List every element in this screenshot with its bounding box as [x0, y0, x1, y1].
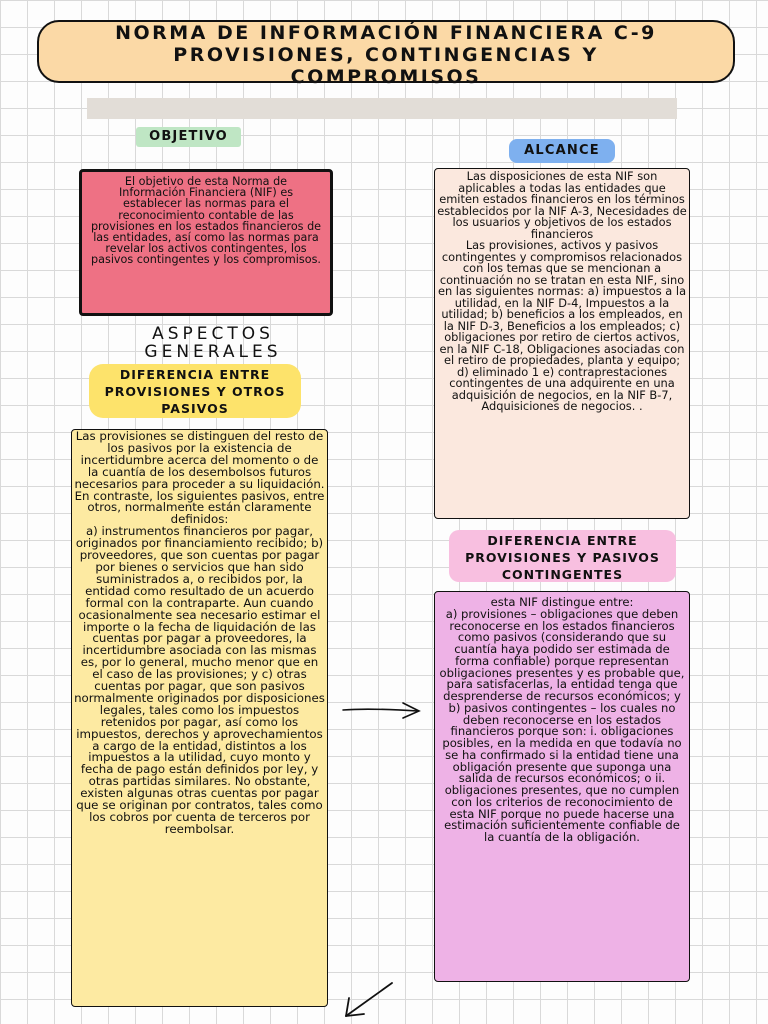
diferencia-otros-pasivos-box: Las provisiones se distinguen del resto de los pasivos por la existencia de incertidumbre acerca del momento o de la cuantía de los desembolsos futuros necesarios para proceder a su liquidación. En contraste, los siguientes pasivos, entre otros, normalmente están claramente definidos: a) instrumentos financieros por pagar, originados por financiamiento recibido; b) proveedores, que son cuentas por pagar por bienes o servicios que han sido suministrados a, o recibidos por, la entidad como resultado de un acuerdo formal con la contraparte. Aun cuando ocasionalmente sea necesario estimar el importe o la fecha de liquidación de las cuentas por pagar a proveedores, la incertidumbre asociada con las mismas es, por lo general, mucho menor que en el caso de las provisiones; y c) otras cuentas por pagar, que son pasivos normalmente originados por disposiciones legales, tales como los impuestos retenidos por pagar, así como los impuestos, derechos y aprovechamientos a cargo de la entidad, distintos a los impuestos a la utilidad, cuyo monto y fecha de pago están definidos por ley, y otras partidas similares. No obstante, existen algunas otras cuentas por pagar que se originan por contratos, tales como los cobros por cuenta de terceros por reembolsar. [71, 429, 328, 1007]
objetivo-tag: OBJETIVO [136, 127, 241, 147]
alcance-tag: ALCANCE [509, 139, 615, 163]
arrow-right-icon [343, 703, 419, 718]
diferencia-otros-pasivos-tag: DIFERENCIA ENTRE PROVISIONES Y OTROS PASIVOS [89, 364, 301, 418]
alcance-box: Las disposiciones de esta NIF son aplicables a todas las entidades que emiten estados financieros en los términos establecidos por la NIF A-3, Necesidades de los usuarios y objetivos de los estados financieros Las provisiones, activos y pasivos contingentes y compromisos relacionados con los temas que se mencionan a continuación no se tratan en esta NIF, sino en las siguientes normas: a) impuestos a la utilidad, en la NIF D-4, Impuestos a la utilidad; b) beneficios a los empleados, en la NIF D-3, Beneficios a los empleados; c) obligaciones por retiro de ciertos activos, en la NIF C-18, Obligaciones asociadas con el retiro de propiedades, planta y equipo; d) eliminado 1 e) contraprestaciones contingentes de una adquirente en una adquisición de negocios, en la NIF B-7, Adquisiciones de negocios. . [434, 168, 690, 519]
title-line-2: PROVISIONES, CONTINGENCIAS Y [173, 44, 599, 66]
title-line-1: NORMA DE INFORMACIÓN FINANCIERA C-9 [115, 22, 657, 44]
diferencia-pasivos-contingentes-box: esta NIF distingue entre: a) provisiones – obligaciones que deben reconocerse en los estados financieros como pasivos (considerando que su cuantía haya podido ser estimada de forma confiable) porque representan obligaciones presentes y es probable que, para satisfacerlas, la entidad tenga que desprenderse de recursos económicos; y b) pasivos contingentes – los cuales no deben reconocerse en los estados financieros porque son: i. obligaciones posibles, en la medida en que todavía no se ha confirmado si la entidad tiene una obligación presente que suponga una salida de recursos económicos; o ii. obligaciones presentes, que no cumplen con los criterios de reconocimiento de esta NIF porque no puede hacerse una estimación suficientemente confiable de la cuantía de la obligación. [434, 591, 690, 982]
title-line-3: COMPROMISOS [290, 66, 482, 88]
diferencia-pasivos-contingentes-tag: DIFERENCIA ENTRE PROVISIONES Y PASIVOS CONTINGENTES [449, 530, 676, 582]
arrow-down-left-icon [346, 983, 392, 1016]
page-title [37, 20, 735, 88]
decorative-bar [87, 98, 677, 119]
objetivo-box: El objetivo de esta Norma de Información Financiera (NIF) es establecer las normas para el reconocimiento contable de las provisiones en los estados financieros de las entidades, así como las normas para revelar los activos contingentes, los pasivos contingentes y los compromisos. [79, 169, 333, 316]
aspectos-generales-heading: ASPECTOS GENERALES [144, 324, 282, 362]
